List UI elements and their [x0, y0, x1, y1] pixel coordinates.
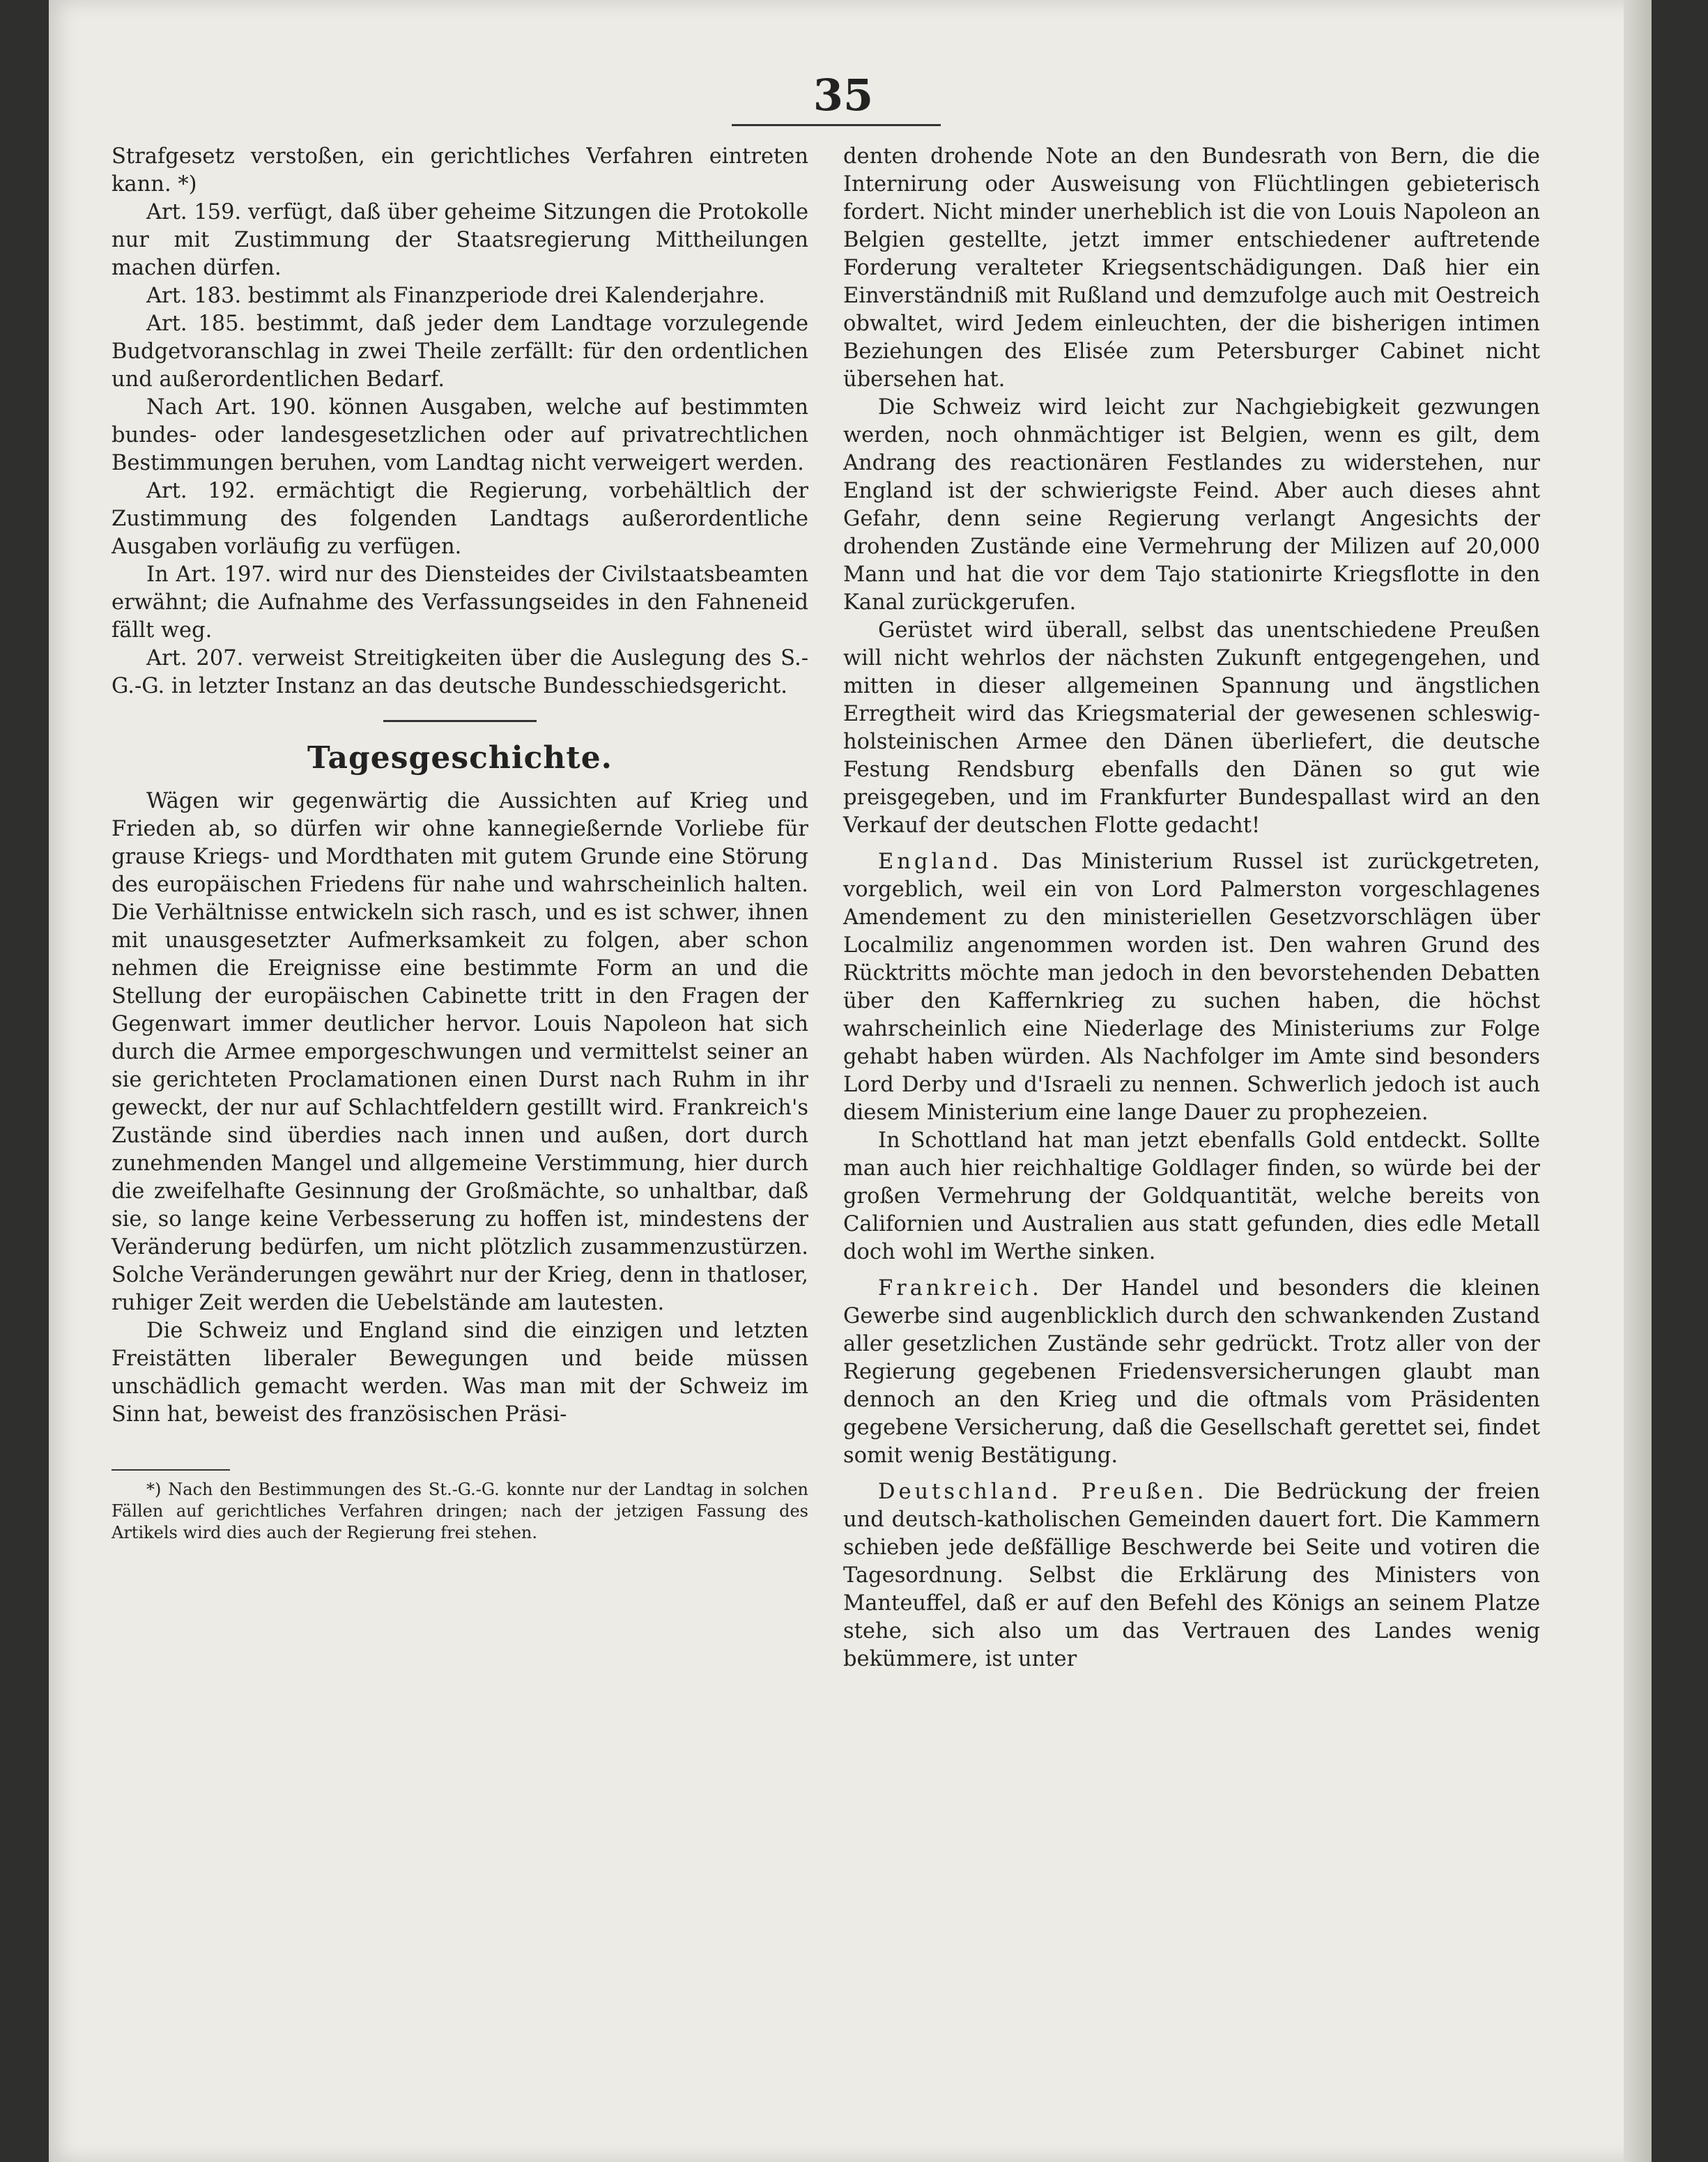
paragraph: denten drohende Note an den Bundesrath von Bern, die die Internirung oder Ausweisung von Flüchtlingen gebieterisch fordert. Nicht minder unerheblich ist die von Louis Napoleon an Belgien gestellte, jetzt immer entschiedener auftretende Forderung veralteter Kriegsentschädigungen. Daß hier ein Einverständniß mit Rußland und demzufolge auch mit Oestreich obwaltet, wird Jedem einleuchten, der die bisherigen intimen Beziehungen des Elisée zum Petersburger Cabinet nicht übersehen hat.: [843, 144, 1540, 392]
paragraph: Die Schweiz wird leicht zur Nachgiebigkeit gezwungen werden, noch ohnmächtiger ist Belgien, wenn es gilt, dem Andrang des reactionären Festlandes zu widerstehen, nur England ist der schwierigste Feind. Aber auch dieses ahnt Gefahr, denn seine Regierung verlangt Angesichts der drohenden Zustände eine Vermehrung der Milizen auf 20,000 Mann und hat die vor dem Tajo stationirte Kriegsflotte in den Kanal zurückgerufen.: [843, 395, 1540, 615]
paragraph-germany: [843, 1478, 1540, 1673]
paragraph: Die Schweiz und England sind die einzigen und letzten Freistätten liberaler Bewegungen und beide müssen unschädlich gemacht werden. Was man mit der Schweiz im Sinn hat, beweist des französischen Präsi-: [111, 1319, 808, 1427]
paragraph-text: Die Bedrückung der freien und deutsch-katholischen Gemeinden dauert fort. Die Kammern schieben jede deßfällige Beschwerde bei Seite und votiren die Tagesordnung. Selbst die Erklärung des Ministers von Manteuffel, daß er auf den Befehl des Königs an seinem Platze stehe, sich also um das Vertrauen des Landes wenig bekümmere, ist unter: [843, 1480, 1540, 1671]
paragraph-text: Der Handel und besonders die kleinen Gewerbe sind augenblicklich durch den schwankenden Zustand aller gesetzlichen Zustände sehr gedrückt. Trotz aller von der Regierung gegebenen Friedensversicherungen glaubt man dennoch an den Krieg und die oftmals vom Präsidenten gegebene Versicherung, daß die Gesellschaft gerettet sei, findet somit wenig Bestätigung.: [843, 1276, 1540, 1468]
page-number: 35: [813, 70, 874, 121]
section-label-france: Frankreich.: [878, 1276, 1043, 1301]
paragraph: Art. 192. ermächtigt die Regierung, vorbehältlich der Zustimmung des folgenden Landtags außerordentliche Ausgaben vorläufig zu verfügen.: [111, 479, 808, 559]
footnote-rule: [111, 1469, 230, 1471]
paragraph: Art. 185. bestimmt, daß jeder dem Landtage vorzulegende Budgetvoranschlag in zwei Theile zerfällt: für den ordentlichen und außerordentlichen Bedarf.: [111, 312, 808, 392]
paragraph: In Art. 197. wird nur des Diensteides der Civilstaatsbeamten erwähnt; die Aufnahme des Verfassungseides in den Fahneneid fällt weg.: [111, 562, 808, 643]
section-label-england: England.: [878, 850, 1003, 874]
page-edge: [1624, 0, 1652, 2162]
footnote: *) Nach den Bestimmungen des St.-G.-G. konnte nur der Landtag in solchen Fällen auf gerichtliches Verfahren dringen; nach der jetzigen Fassung des Artikels wird dies auch der Regierung frei stehen.: [111, 1480, 808, 1542]
section-divider: [383, 720, 537, 722]
paragraph: Art. 183. bestimmt als Finanzperiode drei Kalenderjahre.: [146, 284, 765, 308]
paragraph: Strafgesetz verstoßen, ein gerichtliches Verfahren eintreten kann. *): [111, 144, 808, 197]
paragraph: In Schottland hat man jetzt ebenfalls Gold entdeckt. Sollte man auch hier reichhaltige Goldlager finden, so würde bei der großen Vermehrung der Goldquantität, welche bereits von Californien und Australien aus statt gefunden, dies edle Metall doch wohl im Werthe sinken.: [843, 1128, 1540, 1264]
paragraph-france: [843, 1275, 1540, 1470]
paragraph: Nach Art. 190. können Ausgaben, welche auf bestimmten bundes- oder landesgesetzlichen oder auf privatrechtlichen Bestimmungen beruhen, vom Landtag nicht verweigert werden.: [111, 395, 808, 475]
paragraph-england: [843, 848, 1540, 1127]
section-label-germany: Deutschland. Preußen.: [878, 1480, 1208, 1504]
paragraph: Art. 207. verweist Streitigkeiten über die Auslegung des S.-G.-G. in letzter Instanz an das deutsche Bundesschiedsgericht.: [111, 646, 808, 698]
paragraph: Art. 159. verfügt, daß über geheime Sitzungen die Protokolle nur mit Zustimmung der Staatsregierung Mittheilungen machen dürfen.: [111, 200, 808, 280]
paragraph-text: Das Ministerium Russel ist zurückgetreten, vorgeblich, weil ein von Lord Palmerston vorgeschlagenes Amendement zu den ministeriellen Gesetzvorschlägen über Localmiliz angenommen worden ist. Den wahren Grund des Rücktritts möchte man jedoch in den bevorstehenden Debatten über den Kaffernkrieg zu suchen haben, die höchst wahrscheinlich eine Niederlage des Ministeriums zur Folge gehabt haben würden. Als Nachfolger im Amte sind besonders Lord Derby und d'Israeli zu nennen. Schwerlich jedoch ist auch diesem Ministerium eine lange Dauer zu prophezeien.: [843, 850, 1540, 1125]
section-heading: Tagesgeschichte.: [307, 740, 613, 776]
paragraph: Wägen wir gegenwärtig die Aussichten auf Krieg und Frieden ab, so dürfen wir ohne kannegießernde Vorliebe für grause Kriegs- und Mordthaten mit gutem Grunde eine Störung des europäischen Friedens für nahe und wahrscheinlich halten. Die Verhältnisse entwickeln sich rasch, und es ist schwer, ihnen mit unausgesetzter Aufmerksamkeit zu folgen, aber schon nehmen die Ereignisse eine bestimmte Form an und die Stellung der europäischen Cabinette tritt in den Fragen der Gegenwart immer deutlicher hervor. Louis Napoleon hat sich durch die Armee emporgeschwungen und vermittelst seiner an sie gerichteten Proclamationen einen Durst nach Ruhm in ihr geweckt, der nur auf Schlachtfeldern gestillt wird. Frankreich's Zustände sind überdies nach innen und außen, dort durch zunehmenden Mangel und allgemeine Verstimmung, hier durch die zweifelhafte Gesinnung der Großmächte, so unhaltbar, daß sie, so lange keine Verbesserung zu hoffen ist, mindestens der Veränderung bedürfen, um nicht plötzlich zusammenzustürzen. Solche Veränderungen gewährt nur der Krieg, denn in thatloser, ruhiger Zeit werden die Uebelstände am lautesten.: [111, 789, 808, 1315]
header-rule: [732, 124, 941, 126]
paragraph: Gerüstet wird überall, selbst das unentschiedene Preußen will nicht wehrlos der nächsten Zukunft entgegengehen, und mitten in dieser allgemeinen Spannung und ängstlichen Erregtheit wird das Kriegsmaterial der gewesenen schleswig-holsteinischen Armee den Dänen überliefert, die deutsche Festung Rendsburg ebenfalls den Dänen so gut wie preisgegeben, und im Frankfurter Bundespallast wird an den Verkauf der deutschen Flotte gedacht!: [843, 618, 1540, 838]
right-column: [843, 143, 1540, 1673]
left-column: [111, 143, 808, 1544]
